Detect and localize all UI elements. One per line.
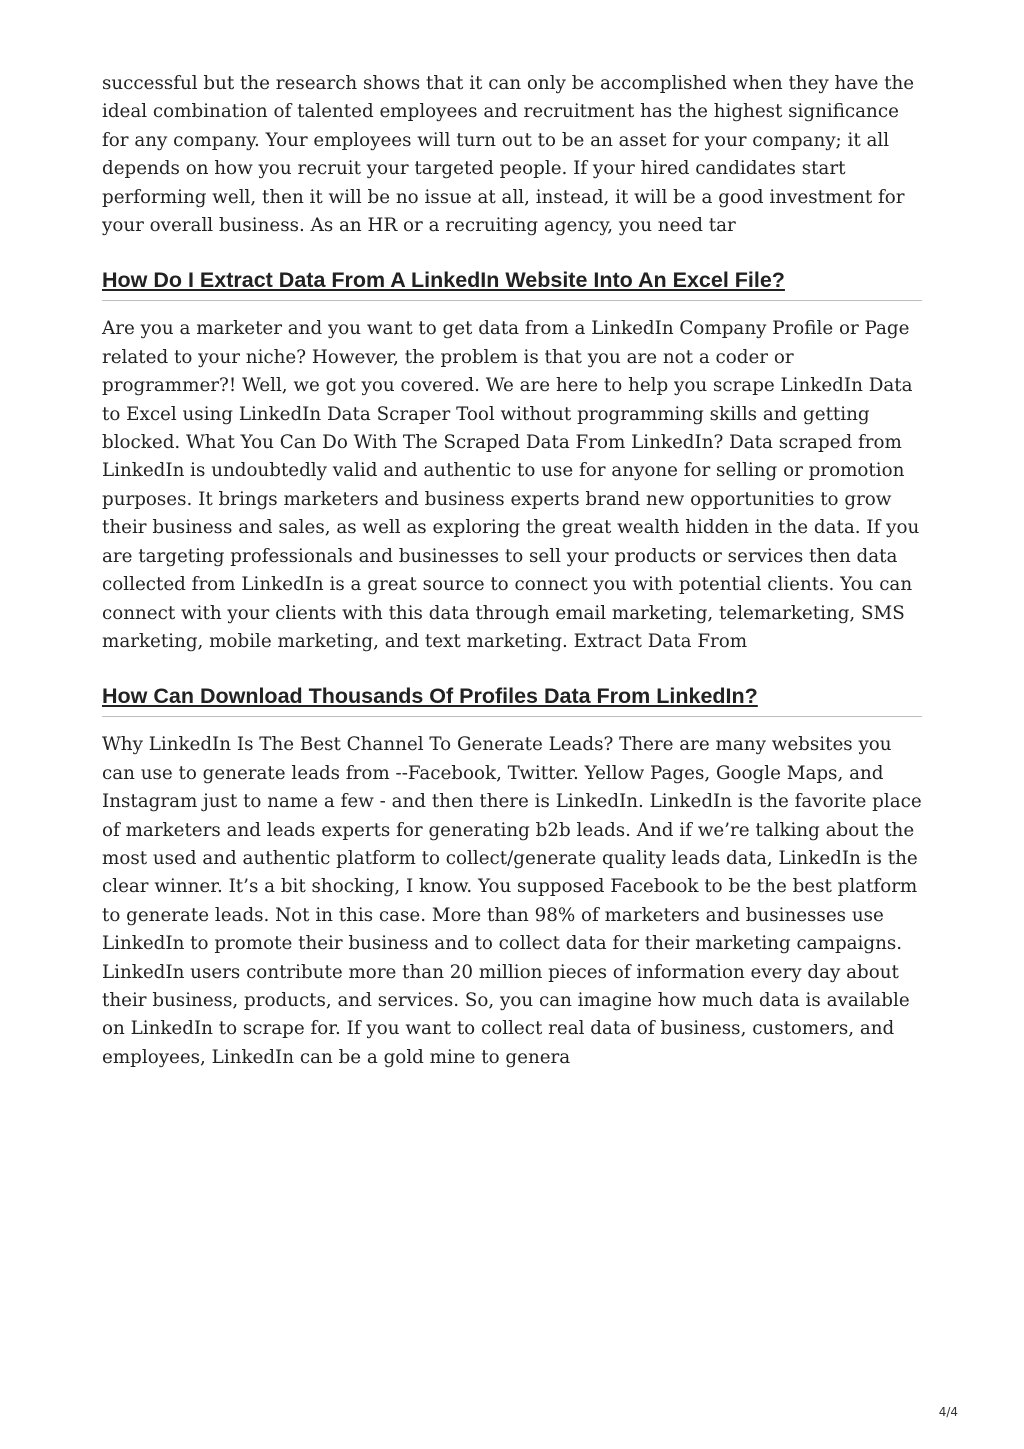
- section-paragraph: Are you a marketer and you want to get data from a LinkedIn Company Profile or Page related to your niche? However, the problem is that you are not a coder or programmer?! Well, we got you covered. We are here to help you scrape LinkedIn Data to Excel using LinkedIn Data Scraper Tool without programming skills and getting blocked. What You Can Do With The Scraped Data From LinkedIn? Data scraped from LinkedIn is undoubtedly valid and authentic to use for anyone for selling or promotion purposes. It brings marketers and business experts brand new opportunities to grow their business and sales, as well as exploring the great wealth hidden in the data. If you are targeting professionals and businesses to sell your products or services then data collected from LinkedIn is a great source to connect you with potential clients. You can connect with your clients with this data through email marketing, telemarketing, SMS marketing, mobile marketing, and text marketing. Extract Data From: [102, 318, 920, 652]
- page-number: 4/4: [938, 1405, 958, 1419]
- section-heading[interactable]: How Can Download Thousands Of Profiles Data From LinkedIn?: [102, 682, 922, 717]
- document-page: [102, 70, 922, 1072]
- section-extract-data: [102, 266, 922, 656]
- intro-paragraph: successful but the research shows that it can only be accomplished when they have the ideal combination of talented employees and recruitment has the highest significance for any company. Your employees will turn out to be an asset for your company; it all depends on how you recruit your targeted people. If your hired candidates start performing well, then it will be no issue at all, instead, it will be a good investment for your overall business. As an HR or a recruiting agency, you need tar: [102, 73, 915, 237]
- section-download-profiles: [102, 682, 922, 1072]
- section-paragraph: Why LinkedIn Is The Best Channel To Generate Leads? There are many websites you can use to generate leads from --Facebook, Twitter. Yellow Pages, Google Maps, and Instagram just to name a few - and then there is LinkedIn. LinkedIn is the favorite place of marketers and leads experts for generating b2b leads. And if we’re talking about the most used and authentic platform to collect/generate quality leads data, LinkedIn is the clear winner. It’s a bit shocking, I know. You supposed Facebook to be the best platform to generate leads. Not in this case. More than 98% of marketers and businesses use LinkedIn to promote their business and to collect data for their marketing campaigns. LinkedIn users contribute more than 20 million pieces of information every day about their business, products, and services. So, you can imagine how much data is available on LinkedIn to scrape for. If you want to collect real data of business, customers, and employees, LinkedIn can be a gold mine to genera: [102, 734, 922, 1068]
- section-heading[interactable]: How Do I Extract Data From A LinkedIn Website Into An Excel File?: [102, 266, 922, 301]
